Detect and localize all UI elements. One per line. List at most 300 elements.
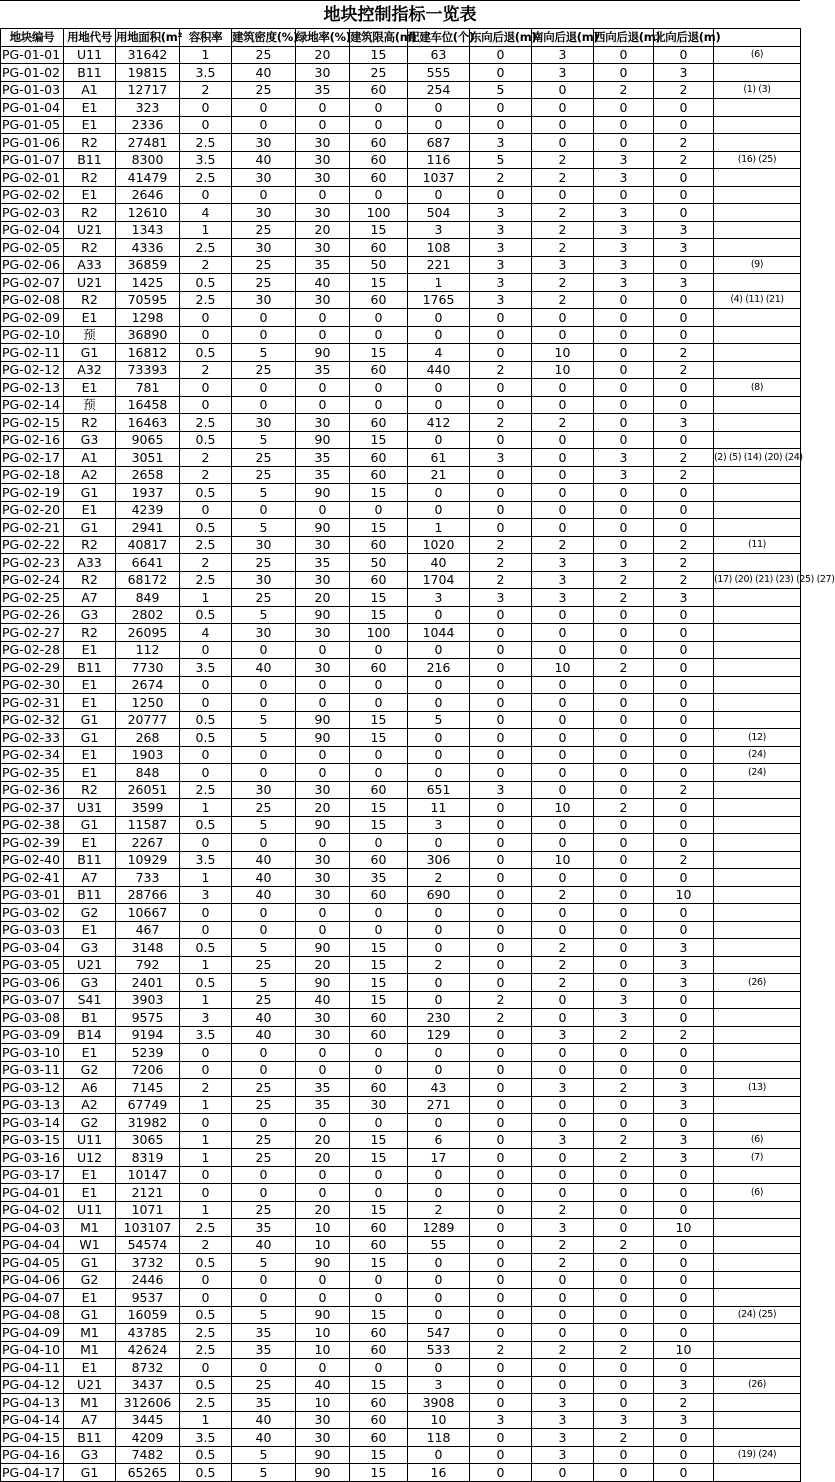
table-cell: 0 bbox=[532, 624, 594, 642]
notes-cell bbox=[714, 1044, 801, 1062]
table-cell: 25 bbox=[232, 274, 296, 292]
table-cell: 268 bbox=[116, 729, 180, 747]
table-row bbox=[1, 379, 801, 397]
table-cell: 0 bbox=[470, 816, 532, 834]
notes-cell bbox=[714, 1009, 801, 1027]
table-cell: A1 bbox=[64, 81, 116, 99]
table-cell: PG-01-01 bbox=[1, 46, 64, 64]
table-cell: 0 bbox=[594, 134, 654, 152]
table-row bbox=[1, 1289, 801, 1307]
table-cell: 0 bbox=[470, 1166, 532, 1184]
table-cell: 0 bbox=[180, 694, 232, 712]
table-row bbox=[1, 851, 801, 869]
table-cell: 5239 bbox=[116, 1044, 180, 1062]
table-cell: M1 bbox=[64, 1394, 116, 1412]
column-header: 地块编号 bbox=[1, 29, 64, 47]
table-cell: 0 bbox=[180, 746, 232, 764]
table-cell: 849 bbox=[116, 589, 180, 607]
table-cell: 3 bbox=[654, 1096, 714, 1114]
table-cell: 3 bbox=[594, 204, 654, 222]
table-cell: 30 bbox=[232, 414, 296, 432]
table-cell: 2 bbox=[532, 1341, 594, 1359]
table-cell: 0 bbox=[532, 431, 594, 449]
table-cell: 0 bbox=[350, 1061, 408, 1079]
table-cell: 0 bbox=[232, 1359, 296, 1377]
table-cell: 60 bbox=[350, 1429, 408, 1447]
table-cell: 30 bbox=[232, 536, 296, 554]
table-cell: 3 bbox=[594, 169, 654, 187]
table-cell: 2401 bbox=[116, 974, 180, 992]
table-cell: 0 bbox=[408, 1061, 470, 1079]
table-cell: 0 bbox=[296, 99, 350, 117]
table-cell: G1 bbox=[64, 344, 116, 362]
table-cell: 1 bbox=[180, 1149, 232, 1167]
notes-cell bbox=[714, 1236, 801, 1254]
notes-cell bbox=[714, 466, 801, 484]
table-cell: 0 bbox=[594, 1324, 654, 1342]
table-row bbox=[1, 816, 801, 834]
table-cell: 60 bbox=[350, 466, 408, 484]
table-cell: 2 bbox=[532, 151, 594, 169]
table-cell: E1 bbox=[64, 641, 116, 659]
table-cell: 0 bbox=[470, 869, 532, 887]
table-cell: 0 bbox=[532, 116, 594, 134]
table-cell: 0 bbox=[296, 116, 350, 134]
table-cell: R2 bbox=[64, 624, 116, 642]
table-cell: U12 bbox=[64, 1149, 116, 1167]
table-cell: 25 bbox=[232, 221, 296, 239]
table-cell: PG-02-12 bbox=[1, 361, 64, 379]
column-header: 北向后退(m) bbox=[654, 29, 714, 47]
table-cell: W1 bbox=[64, 1236, 116, 1254]
table-cell: 2 bbox=[532, 1254, 594, 1272]
notes-cell: (9) bbox=[714, 256, 801, 274]
table-cell: 0 bbox=[532, 519, 594, 537]
table-cell: 2 bbox=[654, 851, 714, 869]
table-cell: 0 bbox=[408, 186, 470, 204]
table-cell: 60 bbox=[350, 571, 408, 589]
table-cell: 0 bbox=[594, 1289, 654, 1307]
table-row bbox=[1, 344, 801, 362]
notes-cell bbox=[714, 361, 801, 379]
table-cell: 4209 bbox=[116, 1429, 180, 1447]
table-cell: 116 bbox=[408, 151, 470, 169]
table-row bbox=[1, 134, 801, 152]
table-row bbox=[1, 1219, 801, 1237]
notes-cell: (4) (11) (21) bbox=[714, 291, 801, 309]
table-row bbox=[1, 764, 801, 782]
table-cell: 90 bbox=[296, 974, 350, 992]
table-cell: 0 bbox=[532, 501, 594, 519]
table-cell: 0 bbox=[296, 746, 350, 764]
table-cell: 0 bbox=[594, 501, 654, 519]
table-cell: 50 bbox=[350, 554, 408, 572]
table-cell: 0.5 bbox=[180, 711, 232, 729]
table-cell: 0 bbox=[594, 46, 654, 64]
table-cell: 1 bbox=[180, 1201, 232, 1219]
table-cell: 100 bbox=[350, 624, 408, 642]
table-cell: 0 bbox=[594, 64, 654, 82]
table-row bbox=[1, 1429, 801, 1447]
table-cell: 55 bbox=[408, 1236, 470, 1254]
notes-cell bbox=[714, 1219, 801, 1237]
table-cell: 0 bbox=[594, 921, 654, 939]
table-cell: 0 bbox=[594, 729, 654, 747]
table-cell: PG-02-21 bbox=[1, 519, 64, 537]
table-cell: 547 bbox=[408, 1324, 470, 1342]
table-cell: 2 bbox=[594, 571, 654, 589]
table-cell: 0 bbox=[296, 379, 350, 397]
notes-cell bbox=[714, 169, 801, 187]
table-cell: 2 bbox=[180, 1079, 232, 1097]
notes-cell bbox=[714, 1114, 801, 1132]
table-cell: 25 bbox=[232, 554, 296, 572]
table-cell: 90 bbox=[296, 1446, 350, 1464]
table-cell: 2 bbox=[532, 886, 594, 904]
table-row bbox=[1, 274, 801, 292]
table-cell: PG-03-11 bbox=[1, 1061, 64, 1079]
table-cell: 40 bbox=[232, 851, 296, 869]
table-cell: 3 bbox=[532, 1079, 594, 1097]
table-cell: G3 bbox=[64, 1446, 116, 1464]
table-cell: 15 bbox=[350, 1306, 408, 1324]
table-cell: 0 bbox=[594, 1271, 654, 1289]
table-cell: 5 bbox=[232, 519, 296, 537]
table-cell: 26051 bbox=[116, 781, 180, 799]
table-cell: 0 bbox=[232, 1114, 296, 1132]
table-cell: 0 bbox=[594, 431, 654, 449]
table-cell: PG-02-19 bbox=[1, 484, 64, 502]
table-cell: 27481 bbox=[116, 134, 180, 152]
table-row bbox=[1, 1079, 801, 1097]
table-cell: 2.5 bbox=[180, 291, 232, 309]
table-cell: 60 bbox=[350, 1394, 408, 1412]
table-cell: 0 bbox=[532, 449, 594, 467]
table-row bbox=[1, 1306, 801, 1324]
table-cell: 0 bbox=[594, 711, 654, 729]
table-cell: 7145 bbox=[116, 1079, 180, 1097]
notes-cell: (19) (24) bbox=[714, 1446, 801, 1464]
table-cell: PG-02-38 bbox=[1, 816, 64, 834]
table-cell: 60 bbox=[350, 781, 408, 799]
table-cell: 733 bbox=[116, 869, 180, 887]
table-cell: 3 bbox=[470, 134, 532, 152]
table-cell: 60 bbox=[350, 1079, 408, 1097]
table-cell: 60 bbox=[350, 536, 408, 554]
table-cell: 2267 bbox=[116, 834, 180, 852]
table-cell: 3 bbox=[470, 449, 532, 467]
table-cell: 0 bbox=[408, 1289, 470, 1307]
table-row bbox=[1, 414, 801, 432]
table-cell: 0 bbox=[654, 204, 714, 222]
table-row bbox=[1, 99, 801, 117]
table-row bbox=[1, 239, 801, 257]
table-cell: 3 bbox=[532, 1219, 594, 1237]
table-cell: 0 bbox=[654, 676, 714, 694]
table-cell: 0 bbox=[532, 781, 594, 799]
table-cell: 0 bbox=[594, 1096, 654, 1114]
table-cell: 0 bbox=[532, 1009, 594, 1027]
table-cell: 4 bbox=[180, 204, 232, 222]
table-cell: 0 bbox=[470, 484, 532, 502]
table-cell: 25 bbox=[232, 589, 296, 607]
table-row bbox=[1, 694, 801, 712]
table-cell: 0 bbox=[532, 694, 594, 712]
table-cell: 0 bbox=[470, 746, 532, 764]
table-cell: PG-04-03 bbox=[1, 1219, 64, 1237]
table-cell: 30 bbox=[296, 1026, 350, 1044]
table-cell: 90 bbox=[296, 519, 350, 537]
table-cell: PG-02-25 bbox=[1, 589, 64, 607]
table-cell: 3 bbox=[594, 221, 654, 239]
table-cell: 25 bbox=[232, 46, 296, 64]
table-cell: PG-04-14 bbox=[1, 1411, 64, 1429]
table-cell: 0.5 bbox=[180, 1254, 232, 1272]
table-cell: 0 bbox=[532, 606, 594, 624]
column-header: 配建车位(个) bbox=[408, 29, 470, 47]
notes-cell bbox=[714, 1289, 801, 1307]
column-header bbox=[714, 29, 801, 47]
table-cell: PG-02-36 bbox=[1, 781, 64, 799]
table-cell: 2.5 bbox=[180, 571, 232, 589]
table-cell: 30 bbox=[350, 1096, 408, 1114]
table-cell: 2.5 bbox=[180, 414, 232, 432]
table-cell: PG-04-07 bbox=[1, 1289, 64, 1307]
table-cell: 2 bbox=[594, 1429, 654, 1447]
notes-cell: (26) bbox=[714, 1376, 801, 1394]
table-cell: 0 bbox=[594, 816, 654, 834]
table-cell: 0 bbox=[470, 641, 532, 659]
table-cell: 40 bbox=[232, 1429, 296, 1447]
table-cell: 16 bbox=[408, 1464, 470, 1482]
table-cell: 2.5 bbox=[180, 169, 232, 187]
table-cell: 0 bbox=[296, 186, 350, 204]
table-cell: R2 bbox=[64, 536, 116, 554]
table-cell: 3 bbox=[532, 1411, 594, 1429]
table-cell: 0 bbox=[594, 1044, 654, 1062]
table-cell: 0 bbox=[232, 641, 296, 659]
table-cell: PG-02-30 bbox=[1, 676, 64, 694]
table-cell: 0 bbox=[654, 1236, 714, 1254]
notes-cell bbox=[714, 1271, 801, 1289]
table-cell: 35 bbox=[296, 449, 350, 467]
table-cell: G1 bbox=[64, 1306, 116, 1324]
table-cell: G1 bbox=[64, 816, 116, 834]
table-row bbox=[1, 1324, 801, 1342]
table-cell: PG-01-07 bbox=[1, 151, 64, 169]
table-cell: PG-04-15 bbox=[1, 1429, 64, 1447]
table-cell: 0 bbox=[654, 694, 714, 712]
table-cell: 10667 bbox=[116, 904, 180, 922]
table-cell: 0 bbox=[594, 1359, 654, 1377]
notes-cell bbox=[714, 851, 801, 869]
table-cell: 60 bbox=[350, 291, 408, 309]
table-cell: 2 bbox=[532, 274, 594, 292]
table-cell: PG-03-10 bbox=[1, 1044, 64, 1062]
table-cell: 0 bbox=[470, 1236, 532, 1254]
table-cell: 0 bbox=[350, 116, 408, 134]
table-cell: 2 bbox=[594, 1131, 654, 1149]
table-cell: 2 bbox=[594, 1236, 654, 1254]
table-cell: 0 bbox=[470, 1044, 532, 1062]
table-cell: 2 bbox=[532, 239, 594, 257]
table-cell: 0 bbox=[232, 1044, 296, 1062]
table-cell: 15 bbox=[350, 519, 408, 537]
table-cell: 73393 bbox=[116, 361, 180, 379]
table-cell: G3 bbox=[64, 606, 116, 624]
table-cell: 10929 bbox=[116, 851, 180, 869]
table-cell: 100 bbox=[350, 204, 408, 222]
table-row bbox=[1, 326, 801, 344]
table-cell: 10 bbox=[532, 344, 594, 362]
table-cell: 60 bbox=[350, 81, 408, 99]
table-cell: 预 bbox=[64, 396, 116, 414]
table-cell: 0 bbox=[470, 344, 532, 362]
table-cell: 35 bbox=[232, 1219, 296, 1237]
table-cell: PG-02-22 bbox=[1, 536, 64, 554]
table-cell: 0 bbox=[470, 606, 532, 624]
table-cell: 2 bbox=[532, 221, 594, 239]
table-cell: 30 bbox=[232, 169, 296, 187]
table-cell: 0 bbox=[654, 799, 714, 817]
table-cell: 60 bbox=[350, 414, 408, 432]
table-cell: 1298 bbox=[116, 309, 180, 327]
table-cell: E1 bbox=[64, 746, 116, 764]
table-cell: G3 bbox=[64, 939, 116, 957]
table-cell: 0 bbox=[408, 484, 470, 502]
table-row bbox=[1, 1114, 801, 1132]
table-cell: 0 bbox=[408, 1359, 470, 1377]
notes-cell bbox=[714, 624, 801, 642]
table-cell: 0 bbox=[470, 116, 532, 134]
table-cell: 0 bbox=[296, 921, 350, 939]
table-cell: 3 bbox=[532, 46, 594, 64]
table-cell: 0 bbox=[594, 1376, 654, 1394]
table-cell: 2 bbox=[654, 151, 714, 169]
table-cell: 0 bbox=[532, 309, 594, 327]
table-cell: 68172 bbox=[116, 571, 180, 589]
table-cell: 2 bbox=[532, 169, 594, 187]
table-cell: 35 bbox=[296, 256, 350, 274]
table-cell: 2941 bbox=[116, 519, 180, 537]
table-cell: 4 bbox=[180, 624, 232, 642]
table-cell: 0 bbox=[232, 99, 296, 117]
table-row bbox=[1, 396, 801, 414]
table-cell: PG-02-39 bbox=[1, 834, 64, 852]
table-cell: 1 bbox=[180, 221, 232, 239]
table-cell: 3 bbox=[180, 1009, 232, 1027]
table-cell: PG-03-09 bbox=[1, 1026, 64, 1044]
table-cell: U21 bbox=[64, 956, 116, 974]
table-cell: 0 bbox=[470, 1394, 532, 1412]
table-cell: PG-01-06 bbox=[1, 134, 64, 152]
table-cell: 0 bbox=[654, 291, 714, 309]
table-cell: 2 bbox=[654, 781, 714, 799]
table-cell: 0 bbox=[594, 624, 654, 642]
table-cell: PG-03-02 bbox=[1, 904, 64, 922]
table-cell: 16463 bbox=[116, 414, 180, 432]
table-cell: PG-04-04 bbox=[1, 1236, 64, 1254]
table-cell: 90 bbox=[296, 1254, 350, 1272]
table-cell: E1 bbox=[64, 1166, 116, 1184]
table-cell: 0 bbox=[470, 1201, 532, 1219]
table-cell: 0 bbox=[594, 764, 654, 782]
table-row bbox=[1, 554, 801, 572]
table-cell: 0 bbox=[408, 1271, 470, 1289]
table-cell: 3 bbox=[594, 1411, 654, 1429]
table-cell: 12717 bbox=[116, 81, 180, 99]
table-cell: 3 bbox=[532, 1026, 594, 1044]
table-cell: 0 bbox=[594, 291, 654, 309]
table-cell: 2.5 bbox=[180, 1324, 232, 1342]
table-cell: 5 bbox=[232, 1446, 296, 1464]
table-cell: 2 bbox=[532, 536, 594, 554]
table-cell: 2 bbox=[470, 991, 532, 1009]
table-cell: 271 bbox=[408, 1096, 470, 1114]
table-cell: 0 bbox=[654, 1114, 714, 1132]
table-cell: G2 bbox=[64, 1114, 116, 1132]
table-cell: 0 bbox=[594, 886, 654, 904]
table-cell: 15 bbox=[350, 1376, 408, 1394]
table-cell: 2 bbox=[654, 536, 714, 554]
column-header: 绿地率(%) bbox=[296, 29, 350, 47]
table-cell: PG-04-17 bbox=[1, 1464, 64, 1482]
table-cell: 0 bbox=[654, 1009, 714, 1027]
table-cell: 60 bbox=[350, 1009, 408, 1027]
table-cell: 216 bbox=[408, 659, 470, 677]
table-cell: 0 bbox=[470, 326, 532, 344]
table-cell: 0 bbox=[532, 1149, 594, 1167]
table-cell: 0 bbox=[180, 1114, 232, 1132]
notes-cell bbox=[714, 1324, 801, 1342]
table-cell: 9194 bbox=[116, 1026, 180, 1044]
table-cell: 0 bbox=[408, 1166, 470, 1184]
table-cell: 0 bbox=[470, 1131, 532, 1149]
table-cell: 1 bbox=[180, 799, 232, 817]
table-cell: 40 bbox=[408, 554, 470, 572]
table-cell: 3 bbox=[532, 1131, 594, 1149]
table-cell: 2 bbox=[470, 1009, 532, 1027]
table-cell: 30 bbox=[296, 239, 350, 257]
table-cell: 0 bbox=[296, 1289, 350, 1307]
table-cell: 2 bbox=[594, 1341, 654, 1359]
table-cell: PG-04-16 bbox=[1, 1446, 64, 1464]
table-cell: 5 bbox=[470, 151, 532, 169]
table-cell: 25 bbox=[232, 1376, 296, 1394]
table-cell: 0 bbox=[594, 1394, 654, 1412]
table-cell: 2 bbox=[594, 1026, 654, 1044]
table-cell: G1 bbox=[64, 1464, 116, 1482]
table-cell: 3 bbox=[470, 1411, 532, 1429]
table-row bbox=[1, 1411, 801, 1429]
table-cell: E1 bbox=[64, 1044, 116, 1062]
notes-cell bbox=[714, 116, 801, 134]
table-cell: 0 bbox=[470, 1184, 532, 1202]
table-cell: 0 bbox=[470, 46, 532, 64]
table-row bbox=[1, 974, 801, 992]
table-cell: 0 bbox=[408, 1044, 470, 1062]
table-row bbox=[1, 1446, 801, 1464]
table-cell: 0 bbox=[654, 169, 714, 187]
table-cell: 30 bbox=[296, 414, 350, 432]
table-cell: 0 bbox=[532, 1114, 594, 1132]
table-cell: 0 bbox=[470, 1254, 532, 1272]
table-cell: 0 bbox=[594, 536, 654, 554]
table-row bbox=[1, 571, 801, 589]
table-cell: PG-02-10 bbox=[1, 326, 64, 344]
table-cell: 0 bbox=[180, 1359, 232, 1377]
column-header: 东向后退(m) bbox=[470, 29, 532, 47]
